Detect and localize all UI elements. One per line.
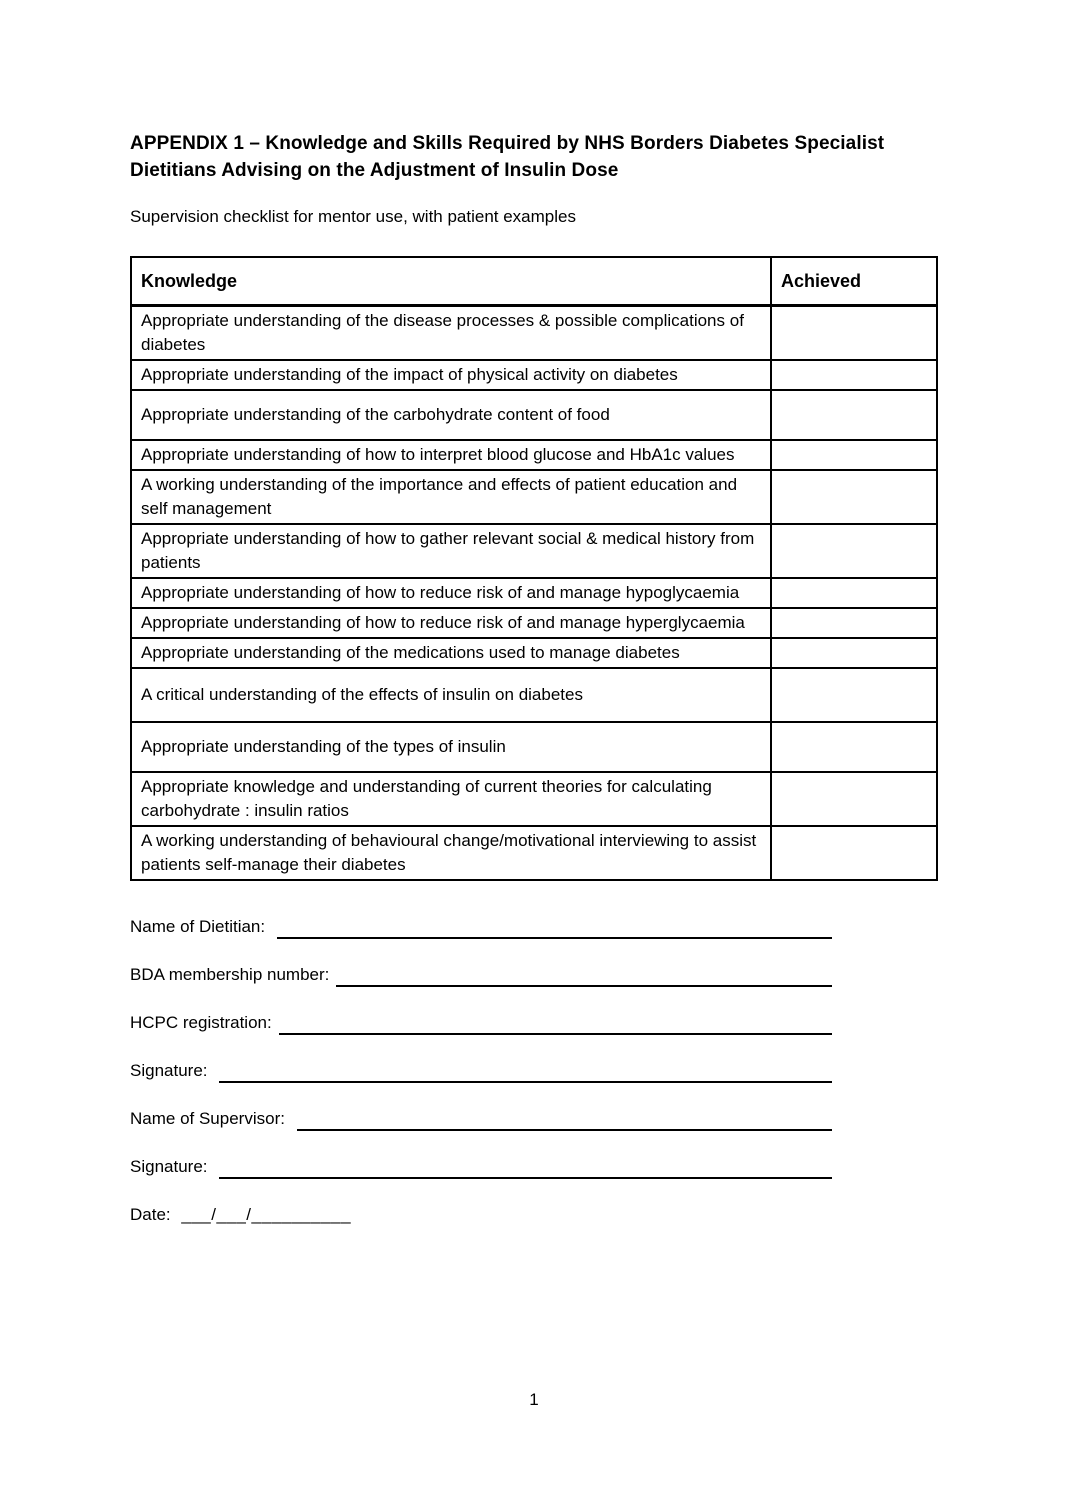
field-label: BDA membership number: [130, 965, 330, 984]
date-blanks: ___/___/__________ [181, 1205, 352, 1224]
signature-line [219, 1059, 832, 1083]
table-row [131, 360, 937, 390]
field-label: Signature: [130, 1157, 213, 1176]
field-hcpc-registration [130, 1009, 832, 1035]
signature-line [277, 915, 832, 939]
achieved-cell [771, 306, 937, 361]
field-name-of-supervisor [130, 1105, 832, 1131]
signature-line [279, 1011, 832, 1035]
knowledge-cell: Appropriate understanding of the impact of physical activity on diabetes [131, 360, 771, 390]
table-row [131, 524, 937, 578]
field-signature-supervisor [130, 1153, 832, 1179]
table-row [131, 772, 937, 826]
knowledge-cell: Appropriate knowledge and understanding of current theories for calculating carbohydrate : insulin ratios [131, 772, 771, 826]
field-name-of-dietitian [130, 913, 832, 939]
achieved-cell [771, 608, 937, 638]
achieved-cell [771, 390, 937, 440]
table-row [131, 722, 937, 772]
knowledge-cell: A critical understanding of the effects of insulin on diabetes [131, 668, 771, 722]
page-title: APPENDIX 1 – Knowledge and Skills Required by NHS Borders Diabetes Specialist Dietitians Advising on the Adjustment of Insulin Dose [130, 133, 885, 181]
achieved-cell [771, 524, 937, 578]
table-row [131, 826, 937, 880]
knowledge-cell: A working understanding of the importance and effects of patient education and self management [131, 470, 771, 524]
field-date [130, 1201, 832, 1227]
table-row [131, 440, 937, 470]
table-row [131, 578, 937, 608]
field-signature-dietitian [130, 1057, 832, 1083]
signature-line [336, 963, 832, 987]
achieved-cell [771, 470, 937, 524]
field-label: Date: [130, 1205, 176, 1224]
table-header-achieved: Achieved [771, 257, 937, 306]
knowledge-cell: Appropriate understanding of how to reduce risk of and manage hypoglycaemia [131, 578, 771, 608]
field-bda-membership-number [130, 961, 832, 987]
achieved-cell [771, 578, 937, 608]
table-row [131, 668, 937, 722]
field-label: HCPC registration: [130, 1013, 272, 1032]
knowledge-cell: Appropriate understanding of how to gather relevant social & medical history from patients [131, 524, 771, 578]
table-row [131, 390, 937, 440]
achieved-cell [771, 668, 937, 722]
page-number: 1 [529, 1390, 539, 1409]
knowledge-cell: Appropriate understanding of how to interpret blood glucose and HbA1c values [131, 440, 771, 470]
knowledge-cell: Appropriate understanding of the carbohydrate content of food [131, 390, 771, 440]
document-subtitle: Supervision checklist for mentor use, with patient examples [130, 207, 576, 226]
signature-line [297, 1107, 832, 1131]
knowledge-cell: Appropriate understanding of the types of insulin [131, 722, 771, 772]
field-label: Name of Supervisor: [130, 1109, 290, 1128]
table-row [131, 608, 937, 638]
table-row [131, 638, 937, 668]
achieved-cell [771, 360, 937, 390]
field-label: Signature: [130, 1061, 213, 1080]
table-header-knowledge: Knowledge [131, 257, 771, 306]
achieved-cell [771, 772, 937, 826]
knowledge-checklist-table [130, 256, 938, 881]
achieved-cell [771, 826, 937, 880]
knowledge-cell: Appropriate understanding of the disease processes & possible complications of diabetes [131, 306, 771, 361]
field-label: Name of Dietitian: [130, 917, 270, 936]
knowledge-cell: Appropriate understanding of how to reduce risk of and manage hyperglycaemia [131, 608, 771, 638]
signature-line [219, 1155, 832, 1179]
form-fields-section [130, 913, 938, 1227]
achieved-cell [771, 638, 937, 668]
achieved-cell [771, 722, 937, 772]
knowledge-cell: Appropriate understanding of the medications used to manage diabetes [131, 638, 771, 668]
table-header-row [131, 257, 937, 306]
table-row [131, 306, 937, 361]
achieved-cell [771, 440, 937, 470]
table-row [131, 470, 937, 524]
knowledge-cell: A working understanding of behavioural change/motivational interviewing to assist patients self-manage their diabetes [131, 826, 771, 880]
